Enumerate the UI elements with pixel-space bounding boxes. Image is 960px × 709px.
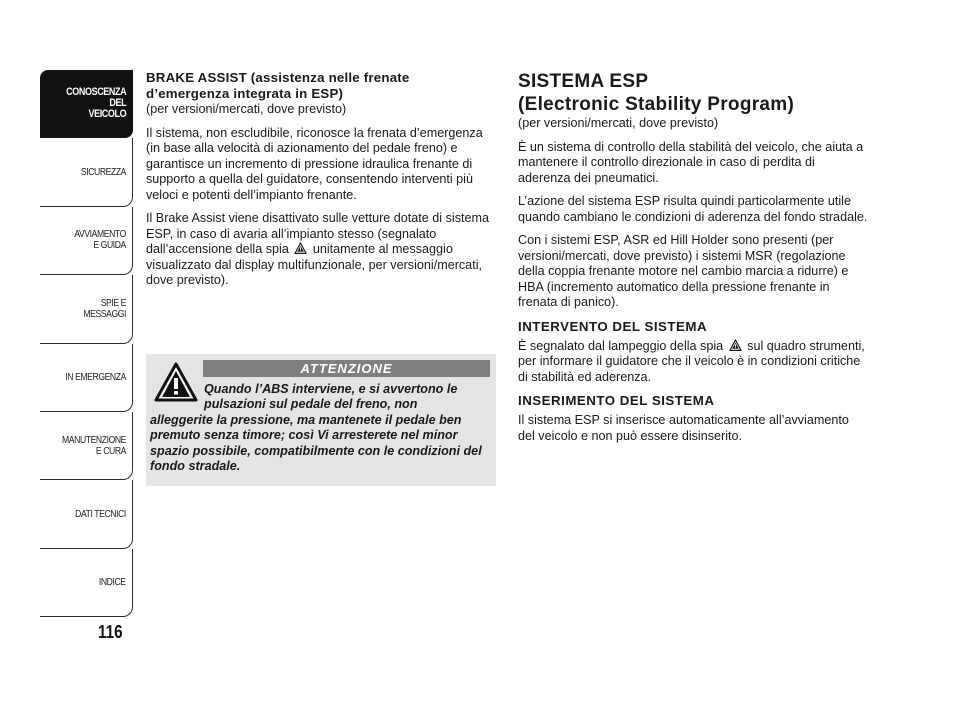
esp-paragraph-1: È un sistema di controllo della stabilità del veicolo, che aiuta a mantenere il controllo direzionale in caso di perdita di aderenza dei pneumatici. bbox=[518, 139, 864, 185]
brake-assist-title-line2: d’emergenza integrata in ESP) bbox=[146, 86, 344, 101]
warning-header: ATTENZIONE bbox=[203, 360, 490, 377]
tab-sicurezza[interactable] bbox=[40, 138, 133, 206]
tab-spie-e-messaggi[interactable] bbox=[40, 275, 133, 343]
tab-avviamento-e-guida[interactable] bbox=[40, 207, 133, 275]
intervento-section-title: INTERVENTO DEL SISTEMA bbox=[518, 318, 708, 334]
tab-label: MANUTENZIONE E CURA bbox=[62, 433, 126, 457]
brake-assist-paragraph-2-start: Il Brake Assist viene disattivato sulle vetture dotate di sistema ESP, in caso di avaria all’impianto stesso (segnalato dall’accensione della spia bbox=[146, 211, 489, 256]
warning-text-indented: Quando l’ABS interviene, e si avvertono le pulsazioni sul pedale del freno, non bbox=[204, 382, 458, 412]
warning-box bbox=[146, 354, 496, 486]
brake-assist-title-line1: BRAKE ASSIST (assistenza nelle frenate bbox=[146, 70, 410, 85]
brake-assist-paragraph-1: Il sistema, non escludibile, riconosce la frenata d’emergenza (in base alla velocità di azionamento del pedale freno) e garantisce un incremento di pressione idraulica frenante di supporto a quella del guidatore, consentendo interventi più veloci e potenti dell’impianto frenante. bbox=[146, 125, 483, 202]
tab-label: INDICE bbox=[99, 575, 126, 588]
esp-warning-lamp-icon bbox=[294, 242, 307, 255]
page-number: 116 bbox=[98, 622, 123, 642]
tab-dati-tecnici[interactable] bbox=[40, 480, 133, 548]
chapter-tabs bbox=[40, 70, 133, 617]
tab-label: IN EMERGENZA bbox=[65, 370, 126, 383]
esp-availability: (per versioni/mercati, dove previsto) bbox=[518, 116, 719, 130]
tab-label: AVVIAMENTO E GUIDA bbox=[74, 228, 126, 252]
esp-title-line1: SISTEMA ESP bbox=[518, 71, 649, 92]
left-column bbox=[146, 70, 496, 297]
esp-warning-lamp-icon bbox=[729, 339, 742, 352]
brake-assist-paragraph-2-end: unitamente al messaggio visualizzato dal display multifunzionale, per versioni/mercati, dove previsto). bbox=[146, 242, 482, 287]
tab-conoscenza-del-veicolo[interactable] bbox=[40, 70, 133, 138]
intervento-text-start: È segnalato dal lampeggio della spia bbox=[518, 338, 724, 353]
esp-title-line2: (Electronic Stability Program) bbox=[518, 94, 795, 115]
inserimento-paragraph: Il sistema ESP si inserisce automaticamente all’avviamento del veicolo e non può essere disinserito. bbox=[518, 413, 849, 443]
intervento-text-end: sul quadro strumenti, per informare il guidatore che il veicolo è in condizioni critiche di stabilità ed aderenza. bbox=[518, 338, 865, 384]
esp-paragraph-2: L’azione del sistema ESP risulta quindi particolarmente utile quando cambiano le condizioni di aderenza del fondo stradale. bbox=[518, 194, 868, 224]
brake-assist-availability: (per versioni/mercati, dove previsto) bbox=[146, 102, 347, 116]
warning-text bbox=[150, 382, 494, 474]
tab-in-emergenza[interactable] bbox=[40, 344, 133, 412]
tab-label: SICUREZZA bbox=[80, 165, 126, 178]
tab-label: SPIE E MESSAGGI bbox=[83, 296, 126, 320]
right-column bbox=[518, 70, 868, 452]
brake-assist-paragraph-2 bbox=[146, 211, 496, 289]
intervento-paragraph bbox=[518, 339, 868, 386]
tab-label: CONOSCENZA DEL VEICOLO bbox=[65, 86, 126, 121]
esp-paragraph-3: Con i sistemi ESP, ASR ed Hill Holder sono presenti (per versioni/mercati, dove previsto) i sistemi MSR (regolazione della coppia frenante motore nel cambio marcia a ridurre) e HBA (incremento automatico della pressione frenante in frenata di panico). bbox=[518, 233, 849, 309]
inserimento-section-title: INSERIMENTO DEL SISTEMA bbox=[518, 393, 715, 408]
tab-indice[interactable] bbox=[40, 549, 133, 617]
warning-text-rest: alleggerite la pressione, ma mantenete il pedale ben premuto senza timore; così Vi arresterete nel minor spazio possibile, compatibilmente con le condizioni del fondo stradale. bbox=[150, 412, 482, 474]
tab-manutenzione-e-cura[interactable] bbox=[40, 412, 133, 480]
tab-label: DATI TECNICI bbox=[75, 507, 126, 520]
